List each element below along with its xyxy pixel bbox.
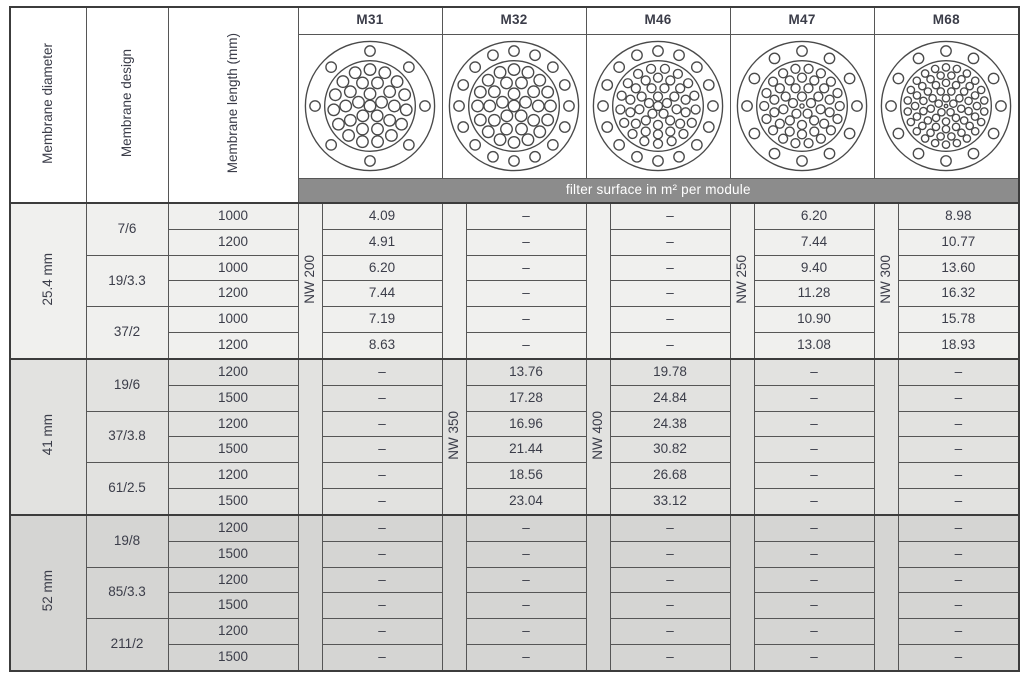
- filter-surface-value-M46: 19.78: [610, 359, 730, 386]
- filter-surface-value-M31: –: [322, 411, 442, 437]
- length-cell: 1200: [168, 359, 298, 386]
- filter-surface-value-M68: 8.98: [898, 203, 1019, 230]
- design-cell: 211/2: [86, 619, 168, 671]
- table-row: [10, 515, 1019, 542]
- design-cell: 19/3.3: [86, 255, 168, 306]
- module-header-M46: M46: [586, 7, 730, 34]
- column-header-membrane-diameter-label: Membrane diameter: [39, 42, 55, 164]
- filter-surface-value-M68: –: [898, 644, 1019, 671]
- nw-size-cell-M32-label: NW 350: [445, 410, 461, 460]
- filter-surface-value-M68: 16.32: [898, 281, 1019, 307]
- filter-surface-banner: filter surface in m² per module: [298, 178, 1019, 203]
- column-header-membrane-design: [86, 7, 168, 203]
- filter-surface-value-M32: –: [466, 281, 586, 307]
- length-cell: 1200: [168, 515, 298, 542]
- filter-surface-value-M68: 15.78: [898, 307, 1019, 333]
- filter-surface-value-M47: 13.08: [754, 332, 874, 359]
- filter-surface-value-M46: –: [610, 567, 730, 593]
- filter-surface-value-M46: –: [610, 255, 730, 281]
- filter-surface-value-M47: 11.28: [754, 281, 874, 307]
- nw-size-cell-M46: [586, 203, 610, 359]
- column-header-membrane-diameter: [10, 7, 86, 203]
- filter-surface-value-M31: –: [322, 567, 442, 593]
- filter-surface-value-M68: 10.77: [898, 230, 1019, 256]
- nw-size-cell-M68: [874, 359, 898, 515]
- nw-size-cell-M68: [874, 515, 898, 671]
- nw-size-cell-M47: [730, 515, 754, 671]
- design-cell: 37/2: [86, 307, 168, 359]
- filter-surface-value-M47: –: [754, 359, 874, 386]
- filter-surface-value-M46: –: [610, 230, 730, 256]
- filter-surface-value-M31: –: [322, 488, 442, 515]
- filter-surface-value-M46: –: [610, 515, 730, 542]
- length-cell: 1200: [168, 230, 298, 256]
- table-row: [10, 411, 1019, 437]
- filter-surface-value-M46: –: [610, 332, 730, 359]
- filter-surface-value-M31: 6.20: [322, 255, 442, 281]
- filter-surface-value-M46: –: [610, 619, 730, 645]
- filter-surface-value-M68: –: [898, 411, 1019, 437]
- filter-surface-value-M46: –: [610, 203, 730, 230]
- flange-diagram-cell-M47: [730, 34, 874, 178]
- length-cell: 1000: [168, 255, 298, 281]
- filter-surface-value-M32: –: [466, 203, 586, 230]
- filter-surface-value-M47: –: [754, 644, 874, 671]
- filter-surface-value-M32: –: [466, 593, 586, 619]
- column-header-membrane-design-label: Membrane design: [118, 49, 134, 158]
- length-cell: 1000: [168, 203, 298, 230]
- filter-surface-value-M68: –: [898, 541, 1019, 567]
- filter-surface-value-M32: –: [466, 255, 586, 281]
- diameter-cell: [10, 359, 86, 515]
- length-cell: 1200: [168, 619, 298, 645]
- diameter-cell: [10, 515, 86, 671]
- table-row: [10, 255, 1019, 281]
- nw-size-cell-M31-label: NW 200: [301, 254, 317, 304]
- filter-surface-value-M32: –: [466, 619, 586, 645]
- filter-surface-value-M31: –: [322, 541, 442, 567]
- length-cell: 1500: [168, 488, 298, 515]
- filter-surface-value-M47: –: [754, 619, 874, 645]
- flange-diagram-cell-M68: [874, 34, 1019, 178]
- filter-surface-value-M32: –: [466, 332, 586, 359]
- design-cell: 7/6: [86, 203, 168, 255]
- filter-surface-value-M46: 33.12: [610, 488, 730, 515]
- diameter-cell-label: 52 mm: [39, 570, 55, 612]
- length-cell: 1000: [168, 307, 298, 333]
- filter-surface-value-M31: 8.63: [322, 332, 442, 359]
- filter-surface-value-M47: –: [754, 488, 874, 515]
- table-row: [10, 567, 1019, 593]
- filter-surface-value-M46: 26.68: [610, 463, 730, 489]
- filter-surface-value-M31: –: [322, 515, 442, 542]
- filter-surface-value-M47: –: [754, 437, 874, 463]
- design-cell: 85/3.3: [86, 567, 168, 618]
- nw-size-cell-M46-label: NW 400: [589, 410, 605, 460]
- filter-surface-value-M46: 24.38: [610, 411, 730, 437]
- filter-surface-value-M32: 23.04: [466, 488, 586, 515]
- filter-surface-value-M47: –: [754, 567, 874, 593]
- filter-surface-value-M31: 7.19: [322, 307, 442, 333]
- diameter-cell-label: 41 mm: [39, 414, 55, 456]
- nw-size-cell-M32: [442, 359, 466, 515]
- flange-diagram-cell-M31: [298, 34, 442, 178]
- filter-surface-value-M46: 30.82: [610, 437, 730, 463]
- filter-surface-value-M32: –: [466, 230, 586, 256]
- filter-surface-value-M32: 13.76: [466, 359, 586, 386]
- diameter-cell: [10, 203, 86, 359]
- table-row: [10, 307, 1019, 333]
- membrane-module-table: [9, 6, 1020, 672]
- flange-cross-section-icon-M68: [878, 38, 1014, 174]
- nw-size-cell-M47: [730, 359, 754, 515]
- flange-cross-section-icon-M47: [734, 38, 870, 174]
- flange-cross-section-icon-M32: [446, 38, 582, 174]
- filter-surface-value-M31: –: [322, 385, 442, 411]
- filter-surface-value-M31: 7.44: [322, 281, 442, 307]
- filter-surface-value-M68: –: [898, 488, 1019, 515]
- design-cell: 37/3.8: [86, 411, 168, 462]
- table-row: [10, 463, 1019, 489]
- flange-cross-section-icon-M46: [590, 38, 726, 174]
- filter-surface-value-M32: 17.28: [466, 385, 586, 411]
- filter-surface-value-M32: 18.56: [466, 463, 586, 489]
- module-header-M31: M31: [298, 7, 442, 34]
- filter-surface-value-M32: –: [466, 307, 586, 333]
- length-cell: 1200: [168, 332, 298, 359]
- nw-size-cell-M68-label: NW 300: [877, 254, 893, 304]
- filter-surface-value-M31: 4.09: [322, 203, 442, 230]
- filter-surface-value-M68: –: [898, 437, 1019, 463]
- filter-surface-value-M46: –: [610, 541, 730, 567]
- design-cell: 61/2.5: [86, 463, 168, 515]
- filter-surface-value-M46: 24.84: [610, 385, 730, 411]
- filter-surface-value-M47: –: [754, 541, 874, 567]
- length-cell: 1500: [168, 437, 298, 463]
- filter-surface-value-M31: –: [322, 644, 442, 671]
- nw-size-cell-M31: [298, 359, 322, 515]
- length-cell: 1500: [168, 644, 298, 671]
- length-cell: 1200: [168, 411, 298, 437]
- filter-surface-value-M47: 7.44: [754, 230, 874, 256]
- filter-surface-value-M32: –: [466, 567, 586, 593]
- filter-surface-value-M32: 21.44: [466, 437, 586, 463]
- filter-surface-value-M68: –: [898, 515, 1019, 542]
- module-header-M32: M32: [442, 7, 586, 34]
- filter-surface-value-M47: –: [754, 463, 874, 489]
- filter-surface-value-M68: –: [898, 593, 1019, 619]
- nw-size-cell-M46: [586, 515, 610, 671]
- filter-surface-value-M31: –: [322, 593, 442, 619]
- filter-surface-value-M47: –: [754, 593, 874, 619]
- flange-cross-section-icon-M31: [302, 38, 438, 174]
- filter-surface-value-M31: –: [322, 437, 442, 463]
- filter-surface-value-M46: –: [610, 307, 730, 333]
- filter-surface-value-M68: 18.93: [898, 332, 1019, 359]
- module-header-M47: M47: [730, 7, 874, 34]
- filter-surface-value-M31: –: [322, 619, 442, 645]
- filter-surface-value-M32: 16.96: [466, 411, 586, 437]
- column-header-membrane-length-label: Membrane length (mm): [224, 32, 240, 174]
- filter-surface-value-M47: 6.20: [754, 203, 874, 230]
- filter-surface-value-M31: 4.91: [322, 230, 442, 256]
- filter-surface-value-M68: –: [898, 463, 1019, 489]
- design-cell: 19/6: [86, 359, 168, 411]
- filter-surface-value-M32: –: [466, 515, 586, 542]
- filter-surface-value-M31: –: [322, 463, 442, 489]
- filter-surface-value-M46: –: [610, 644, 730, 671]
- filter-surface-value-M32: –: [466, 541, 586, 567]
- flange-diagram-cell-M32: [442, 34, 586, 178]
- length-cell: 1200: [168, 463, 298, 489]
- filter-surface-value-M68: –: [898, 385, 1019, 411]
- filter-surface-value-M32: –: [466, 644, 586, 671]
- nw-size-cell-M47-label: NW 250: [733, 254, 749, 304]
- length-cell: 1500: [168, 541, 298, 567]
- filter-surface-value-M68: –: [898, 619, 1019, 645]
- filter-surface-value-M46: –: [610, 593, 730, 619]
- length-cell: 1200: [168, 567, 298, 593]
- filter-surface-value-M31: –: [322, 359, 442, 386]
- nw-size-cell-M46: [586, 359, 610, 515]
- filter-surface-value-M47: –: [754, 411, 874, 437]
- nw-size-cell-M47: [730, 203, 754, 359]
- nw-size-cell-M32: [442, 203, 466, 359]
- length-cell: 1500: [168, 593, 298, 619]
- nw-size-cell-M32: [442, 515, 466, 671]
- filter-surface-value-M47: 9.40: [754, 255, 874, 281]
- module-header-M68: M68: [874, 7, 1019, 34]
- length-cell: 1200: [168, 281, 298, 307]
- nw-size-cell-M31: [298, 515, 322, 671]
- flange-diagram-cell-M46: [586, 34, 730, 178]
- table-row: [10, 203, 1019, 230]
- table-row: [10, 359, 1019, 386]
- filter-surface-value-M47: 10.90: [754, 307, 874, 333]
- nw-size-cell-M68: [874, 203, 898, 359]
- filter-surface-value-M46: –: [610, 281, 730, 307]
- filter-surface-value-M68: –: [898, 567, 1019, 593]
- column-header-membrane-length: [168, 7, 298, 203]
- filter-surface-value-M68: 13.60: [898, 255, 1019, 281]
- table-row: [10, 619, 1019, 645]
- length-cell: 1500: [168, 385, 298, 411]
- table-row: [10, 7, 1019, 34]
- nw-size-cell-M31: [298, 203, 322, 359]
- filter-surface-value-M68: –: [898, 359, 1019, 386]
- diameter-cell-label: 25.4 mm: [39, 252, 55, 306]
- design-cell: 19/8: [86, 515, 168, 567]
- filter-surface-value-M47: –: [754, 385, 874, 411]
- filter-surface-value-M47: –: [754, 515, 874, 542]
